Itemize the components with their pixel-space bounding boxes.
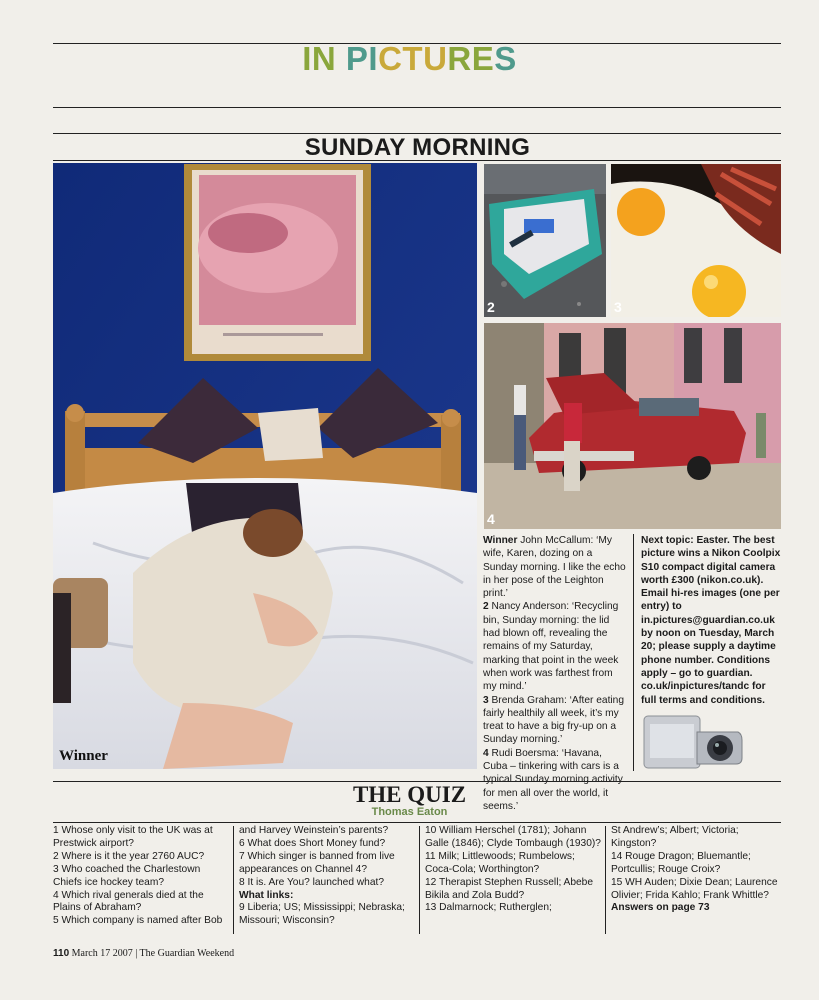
photo-fry-up bbox=[611, 164, 781, 317]
quiz-question: 6 What does Short Money fund? bbox=[239, 837, 386, 849]
havana-car-illustration bbox=[484, 323, 781, 529]
photo-number-4: 4 bbox=[487, 511, 495, 527]
page-footer bbox=[53, 948, 234, 959]
masthead-letter: U bbox=[423, 40, 448, 77]
caption-lead: Winner bbox=[483, 535, 518, 546]
caption-lead: 4 bbox=[483, 747, 489, 759]
quiz-question: 10 William Herschel (1781); Johann Galle (1846); Clyde Tombaugh (1930)? bbox=[425, 825, 601, 849]
caption-item bbox=[483, 600, 629, 693]
camera-image bbox=[642, 710, 744, 770]
quiz-question: 8 It is. Are You? launched what? bbox=[239, 876, 384, 888]
masthead-rule bbox=[53, 107, 781, 108]
masthead-letter bbox=[336, 40, 346, 78]
quiz-divider-2 bbox=[419, 826, 420, 934]
quiz-links-heading: What links: bbox=[239, 889, 294, 901]
fry-up-illustration bbox=[611, 164, 781, 317]
quiz-question: 7 Which singer is banned from live appearances on Channel 4? bbox=[239, 850, 395, 875]
quiz-question: 15 WH Auden; Dixie Dean; Laurence Olivier; Frida Kahlo; Frank Whittle? bbox=[611, 876, 778, 901]
caption-lead: 3 bbox=[483, 694, 489, 706]
caption-text: Nancy Anderson: ‘Recycling bin, Sunday morning: the lid had blown off, revealing the remains of my Saturday, marking that point in the week when work was farthest from my mind.’ bbox=[483, 601, 619, 693]
quiz-answers-note: Answers on page 73 bbox=[611, 902, 710, 914]
photo-captions bbox=[483, 534, 629, 813]
quiz-question: 12 Therapist Stephen Russell; Abebe Bikila and Zola Budd? bbox=[425, 876, 594, 901]
masthead-letter: C bbox=[378, 40, 403, 77]
caption-text: John McCallum: ‘My wife, Karen, dozing on a Sunday morning. I like the echo in her pose of the Leighton print.’ bbox=[483, 535, 626, 600]
camera-icon bbox=[642, 710, 744, 770]
caption-lead: 2 bbox=[483, 601, 489, 613]
quiz-question: 9 Liberia; US; Mississippi; Nebraska; Missouri; Wisconsin? bbox=[239, 902, 405, 927]
quiz-column-4 bbox=[611, 825, 783, 915]
masthead-letter: P bbox=[345, 40, 369, 77]
quiz-rule-bottom bbox=[53, 822, 781, 823]
quiz-author: Thomas Eaton bbox=[371, 806, 448, 818]
quiz-question: 13 Dalmarnock; Rutherglen; bbox=[425, 902, 552, 914]
quiz-divider-1 bbox=[233, 826, 234, 934]
masthead-letter: R bbox=[447, 40, 472, 77]
winner-label: Winner bbox=[59, 748, 108, 764]
quiz-question: 14 Rouge Dragon; Bluemantle; Portcullis; Rouge Croix? bbox=[611, 850, 751, 875]
section-masthead bbox=[0, 40, 819, 78]
page-number: 110 bbox=[53, 948, 70, 959]
footer-text: March 17 2007 | The Guardian Weekend bbox=[69, 948, 235, 959]
caption-text: Rudi Boersma: ‘Havana, Cuba – tinkering with cars is a typical Sunday morning activity for men all over the world, it seems.’ bbox=[483, 747, 623, 812]
caption-item bbox=[483, 694, 629, 747]
masthead-letter: N bbox=[311, 40, 337, 77]
masthead-letter: I bbox=[302, 40, 312, 77]
caption-item bbox=[483, 534, 629, 600]
photo-havana-car bbox=[484, 323, 781, 529]
page-title: SUNDAY MORNING bbox=[304, 134, 531, 161]
quiz-divider-3 bbox=[605, 826, 606, 934]
quiz-column-1 bbox=[53, 825, 231, 928]
winner-photo bbox=[53, 163, 477, 769]
competition-notice: Next topic: Easter. The best picture wins a Nikon Coolpix S10 compact digital camera worth £300 (nikon.co.uk). Email hi-res images (one per entry) to in.pictures@guardian.co.uk by noon on Tuesday, March 20; please supply a daytime phone number. Conditions apply – go to guardian. co.uk/inpictures/tandc for full terms and conditions. bbox=[641, 535, 781, 706]
recycling-bin-illustration bbox=[484, 164, 606, 317]
masthead-letter: S bbox=[494, 40, 517, 77]
masthead-letter: T bbox=[402, 40, 424, 77]
quiz-column-3 bbox=[425, 825, 603, 915]
column-divider bbox=[633, 534, 634, 771]
quiz-title: THE QUIZ bbox=[352, 782, 467, 807]
masthead-letter: I bbox=[368, 40, 379, 77]
quiz-question: 11 Milk; Littlewoods; Rumbelows; Coca-Cola; Worthington? bbox=[425, 850, 575, 875]
quiz-question: 1 Whose only visit to the UK was at Prestwick airport? bbox=[53, 825, 213, 849]
quiz-question: and Harvey Weinstein’s parents? bbox=[239, 825, 389, 836]
quiz-question: St Andrew’s; Albert; Victoria; Kingston? bbox=[611, 825, 739, 849]
photo-recycling-bin bbox=[484, 164, 606, 317]
photo-number-3: 3 bbox=[614, 299, 622, 315]
photo-number-2: 2 bbox=[487, 299, 495, 315]
quiz-question: 3 Who coached the Charlestown Chiefs ice hockey team? bbox=[53, 863, 201, 888]
quiz-question: 2 Where is it the year 2760 AUC? bbox=[53, 850, 205, 862]
title-rule-bottom bbox=[53, 160, 781, 161]
winner-photo-illustration bbox=[53, 163, 477, 769]
masthead-letter: E bbox=[471, 40, 495, 77]
quiz-column-2 bbox=[239, 825, 417, 928]
caption-text: Brenda Graham: ‘After eating fairly healthily all week, it’s my treat to have a big fry-up on a Sunday morning.’ bbox=[483, 694, 625, 746]
quiz-question: 4 Which rival generals died at the Plains of Abraham? bbox=[53, 889, 204, 914]
quiz-question: 5 Which company is named after Bob bbox=[53, 915, 223, 927]
